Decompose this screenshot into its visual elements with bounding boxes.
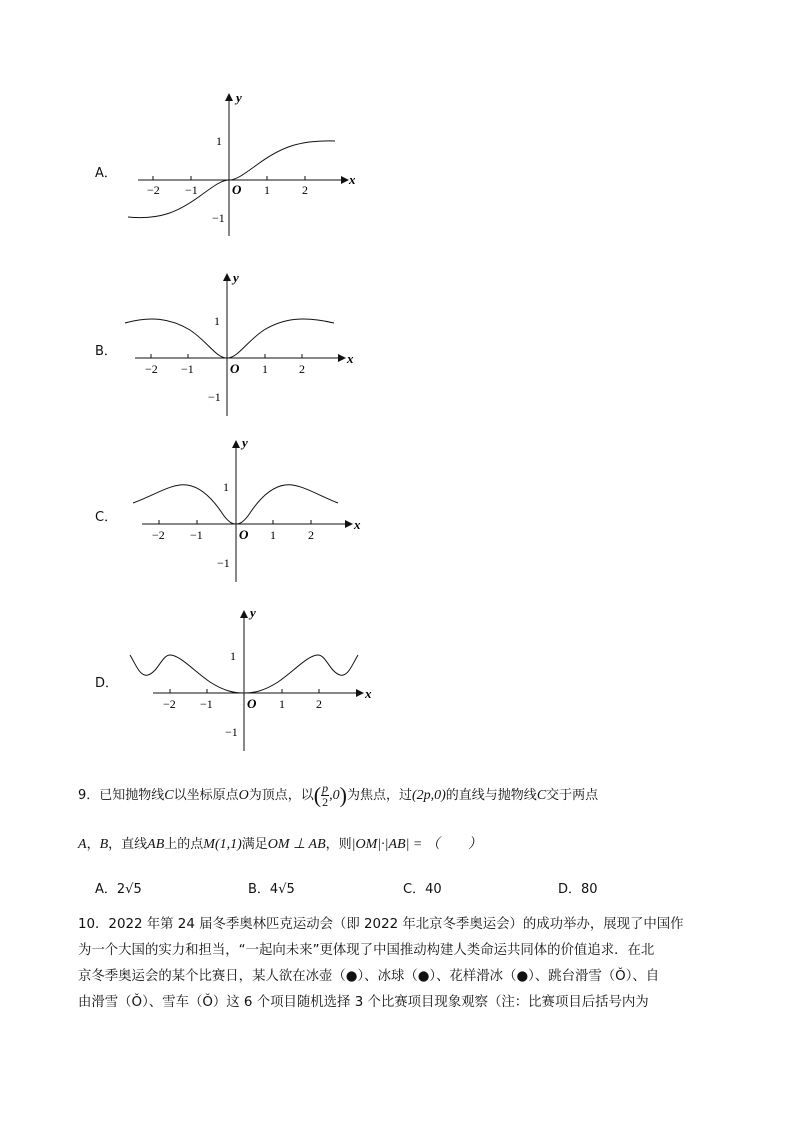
- left-paren: (: [313, 782, 322, 808]
- x-label: x: [347, 351, 354, 366]
- curve-a: [128, 141, 335, 218]
- tick-label: −1: [208, 390, 221, 404]
- q9-var: (1,1): [214, 837, 242, 852]
- tick-label: −1: [181, 362, 194, 376]
- graph-option-c: [90, 435, 380, 585]
- tick-label: 1: [270, 528, 276, 542]
- origin-label: O: [239, 527, 249, 542]
- question-10: [78, 912, 718, 1016]
- curve-b: [125, 319, 334, 358]
- tick-label: −1: [200, 697, 213, 711]
- choice-a[interactable]: A．2√5: [95, 882, 142, 897]
- q9-var: |OM|·|AB| = （ ）: [351, 837, 482, 852]
- tick-label: −2: [152, 528, 165, 542]
- q10-line: 京冬季奥运会的某个比赛日，某人欲在冰壶（●）、冰球（●）、花样滑冰（●）、跳台滑雪（Ǒ）、自: [78, 969, 660, 984]
- q9-var: C: [164, 788, 174, 803]
- q9-text: 为焦点，过: [346, 788, 412, 803]
- tick-label: 1: [214, 314, 220, 328]
- tick-label: −1: [225, 725, 238, 739]
- option-a-label: A．: [95, 166, 117, 181]
- q9-var: ,0: [329, 788, 340, 803]
- tick-label: −1: [212, 211, 225, 225]
- q9-text: 为顶点，以: [248, 788, 314, 803]
- question-9-line2: [78, 835, 718, 855]
- option-c-label: C．: [95, 510, 118, 525]
- q9-text: ，直线: [108, 837, 148, 852]
- q9-text: ，: [86, 837, 100, 852]
- q9-text: 已知抛物线: [99, 788, 165, 803]
- q9-var: AB: [147, 837, 165, 852]
- x-label: x: [354, 517, 361, 532]
- graph-a-svg: [90, 88, 380, 238]
- graph-b-svg: [90, 268, 380, 418]
- origin-label: O: [247, 696, 257, 711]
- y-label: y: [250, 605, 256, 620]
- tick-label: 1: [279, 697, 285, 711]
- graph-option-b: [90, 268, 380, 418]
- x-label: x: [365, 686, 372, 701]
- tick-label: −1: [185, 183, 198, 197]
- choice-b[interactable]: B．4√5: [248, 882, 295, 897]
- tick-label: 1: [223, 480, 229, 494]
- q9-var: OM ⊥ AB: [267, 837, 326, 852]
- tick-label: 1: [264, 183, 270, 197]
- tick-label: 2: [308, 528, 314, 542]
- q10-line: 由滑雪（Ǒ）、雪车（Ǒ）这 6 个项目随机选择 3 个比赛项目现象观察（注：比赛项目后括号内为: [78, 995, 649, 1010]
- graph-option-d: [90, 605, 390, 755]
- question-9-line1: [78, 782, 718, 809]
- origin-label: O: [232, 182, 242, 197]
- q9-var: B: [99, 837, 109, 852]
- q9-var: M: [203, 837, 215, 852]
- option-b-label: B．: [95, 344, 117, 359]
- q9-text: 的直线与抛物线: [445, 788, 537, 803]
- tick-label: 1: [262, 362, 268, 376]
- fraction: $\frac{p}{2}$: [322, 781, 329, 809]
- q9-var: A: [78, 837, 87, 852]
- x-label: x: [349, 172, 356, 187]
- q9-var: (2p,0): [411, 788, 446, 803]
- tick-label: −2: [163, 697, 176, 711]
- tick-label: −2: [147, 183, 160, 197]
- q9-text: ，则: [325, 837, 352, 852]
- graph-c-svg: [90, 435, 380, 585]
- question-number: 9．: [78, 788, 100, 803]
- tick-label: 2: [302, 183, 308, 197]
- q9-text: 上的点: [164, 837, 204, 852]
- q9-text: 交于两点: [546, 788, 599, 803]
- q9-text: 满足: [241, 837, 268, 852]
- y-label: y: [236, 90, 242, 105]
- right-paren: ): [339, 782, 347, 808]
- tick-label: 2: [299, 362, 305, 376]
- q10-line: 10．2022 年第 24 届冬季奥林匹克运动会（即 2022 年北京冬季奥运会）的成功举办，展现了中国作: [78, 917, 684, 932]
- tick-label: 2: [316, 697, 322, 711]
- y-label: y: [233, 270, 239, 285]
- tick-label: −1: [217, 556, 230, 570]
- graph-d-svg: [90, 605, 390, 755]
- tick-label: 1: [216, 134, 222, 148]
- y-label: y: [242, 435, 248, 450]
- option-d-label: D．: [95, 676, 119, 691]
- tick-label: 1: [230, 649, 236, 663]
- choice-d[interactable]: D．80: [558, 882, 598, 897]
- q9-var: O: [238, 788, 249, 803]
- origin-label: O: [230, 361, 240, 376]
- q9-text: 以坐标原点: [173, 788, 239, 803]
- q9-var: C: [536, 788, 547, 803]
- tick-label: −1: [190, 528, 203, 542]
- tick-label: −2: [145, 362, 158, 376]
- choice-c[interactable]: C．40: [403, 882, 442, 897]
- graph-option-a: [90, 88, 380, 238]
- q10-line: 为一个大国的实力和担当，“一起向未来”更体现了中国推动构建人类命运共同体的价值追求．在北: [78, 943, 655, 958]
